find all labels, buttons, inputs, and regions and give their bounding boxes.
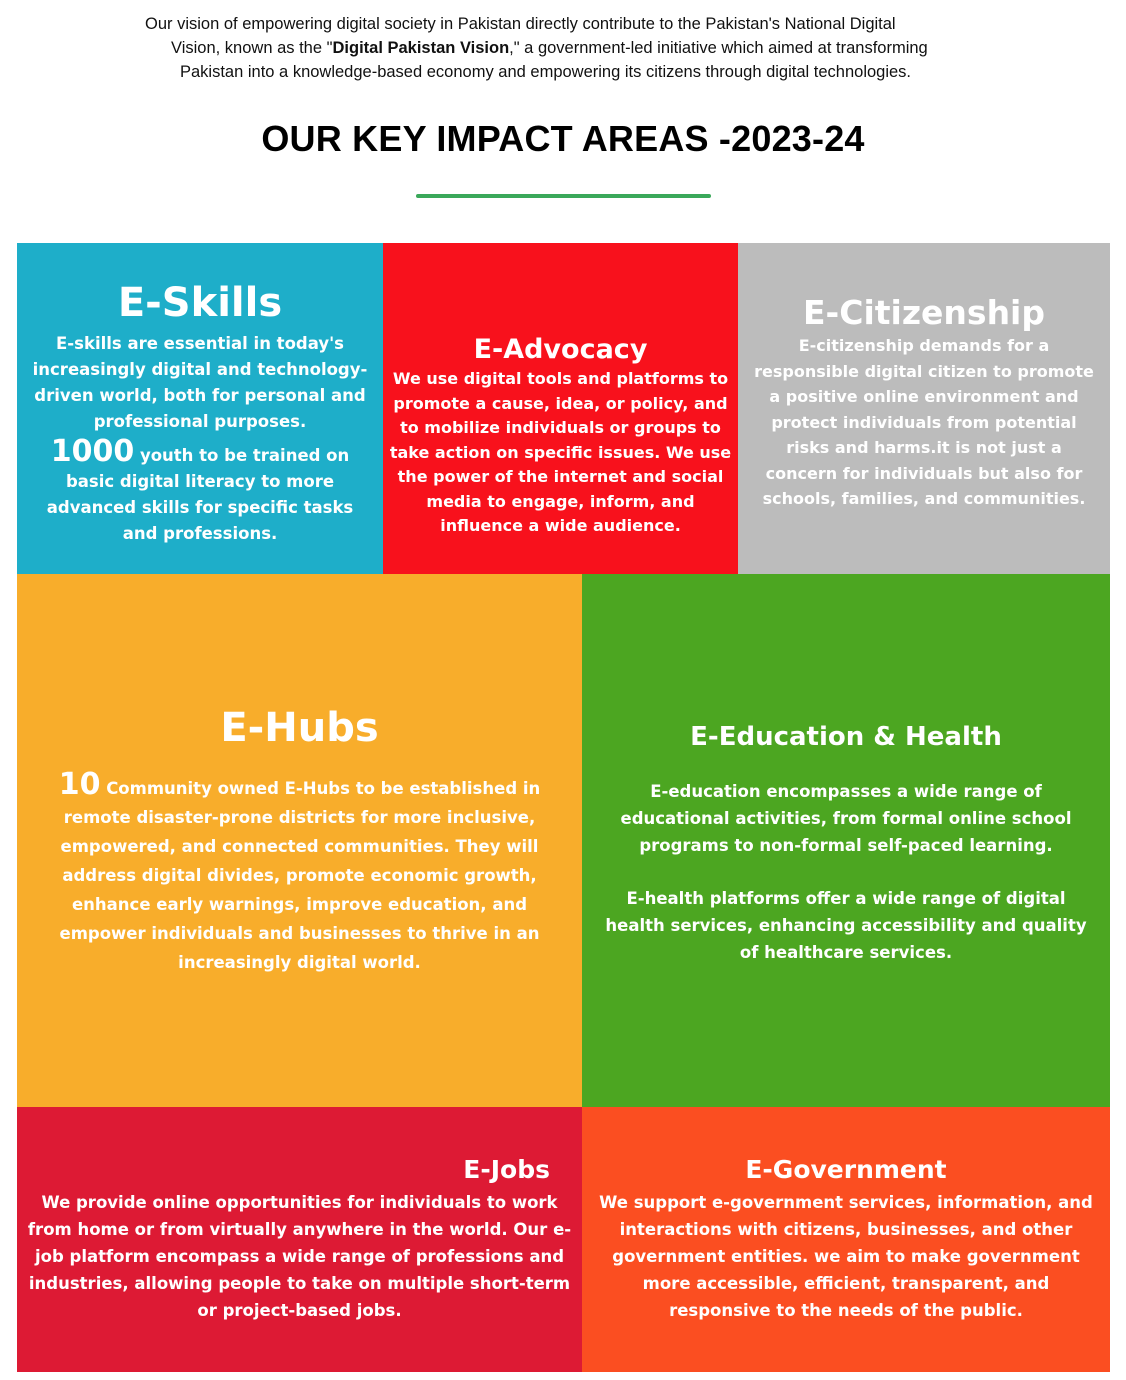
- e-citizenship-tile: [738, 243, 1110, 574]
- page-heading: OUR KEY IMPACT AREAS -2023-24: [261, 118, 865, 159]
- e-jobs-tile: [17, 1107, 582, 1372]
- e-skills-tile: [17, 243, 383, 574]
- e-government-description: We support e-government services, information, and interactions with citizens, businesses, and other government entities. we aim to make government more accessible, efficient, transparent, and responsive to the needs of the public.: [599, 1193, 1093, 1320]
- intro-paragraph: [120, 12, 1020, 84]
- e-advocacy-title: E-Advocacy: [473, 334, 648, 365]
- paragraph-spacer: [582, 859, 1110, 885]
- e-hubs-tile: [17, 574, 582, 1107]
- e-skills-target-number: 1000: [50, 434, 135, 469]
- e-citizenship-title: E-Citizenship: [802, 293, 1045, 332]
- heading-underline: [416, 194, 711, 198]
- e-hubs-target-number: 10: [58, 767, 101, 802]
- e-jobs-title: E-Jobs: [463, 1155, 550, 1184]
- digital-pakistan-vision-emphasis: Digital Pakistan Vision: [332, 39, 510, 57]
- e-hubs-title: E-Hubs: [220, 705, 379, 751]
- e-skills-description: E-skills are essential in today's increasingly digital and technology-driven world, both for personal and professional purposes.: [32, 334, 368, 431]
- e-education-health-title: E-Education & Health: [690, 722, 1002, 752]
- e-hubs-description: 10 Community owned E-Hubs to be established in remote disaster-prone districts for more inclusive, empowered, and connected communities. They will address digital divides, promote economic growth, enhance early warnings, improve education, and empower individuals and businesses to thrive in an increasingly digital world.: [58, 767, 541, 972]
- e-government-title: E-Government: [745, 1155, 947, 1184]
- intro-line-1: Our vision of empowering digital society in Pakistan directly contribute to the Pakistan's National Digital: [145, 15, 896, 33]
- e-health-description: E-health platforms offer a wide range of digital health services, enhancing accessibility and quality of healthcare services.: [605, 889, 1087, 962]
- e-advocacy-tile: [383, 243, 738, 574]
- e-advocacy-description: We use digital tools and platforms to promote a cause, idea, or policy, and to mobilize individuals or groups to take action on specific issues. We use the power of the internet and social media to engage, inform, and influence a wide audience.: [389, 369, 732, 535]
- intro-line-3: Pakistan into a knowledge-based economy and empowering its citizens through digital technologies.: [180, 63, 912, 81]
- e-skills-title: E-Skills: [117, 280, 283, 326]
- e-citizenship-description: E-citizenship demands for a responsible digital citizen to promote a positive online environment and protect individuals from potential risks and harms.it is not just a concern for individuals but also for schools, families, and communities.: [754, 336, 1094, 508]
- e-education-description: E-education encompasses a wide range of educational activities, from formal online school programs to non-formal self-paced learning.: [620, 782, 1072, 855]
- e-government-tile: [582, 1107, 1110, 1372]
- e-education-health-tile: [582, 574, 1110, 1107]
- e-skills-target: 1000 youth to be trained on basic digital literacy to more advanced skills for specific tasks and professions.: [46, 434, 354, 543]
- intro-line-2: Vision, known as the "Digital Pakistan Vision," a government-led initiative which aimed at transforming: [171, 39, 928, 57]
- e-jobs-description: We provide online opportunities for individuals to work from home or from virtually anywhere in the world. Our e-job platform encompass a wide range of professions and industries, allowing people to take on multiple short-term or project-based jobs.: [27, 1193, 572, 1320]
